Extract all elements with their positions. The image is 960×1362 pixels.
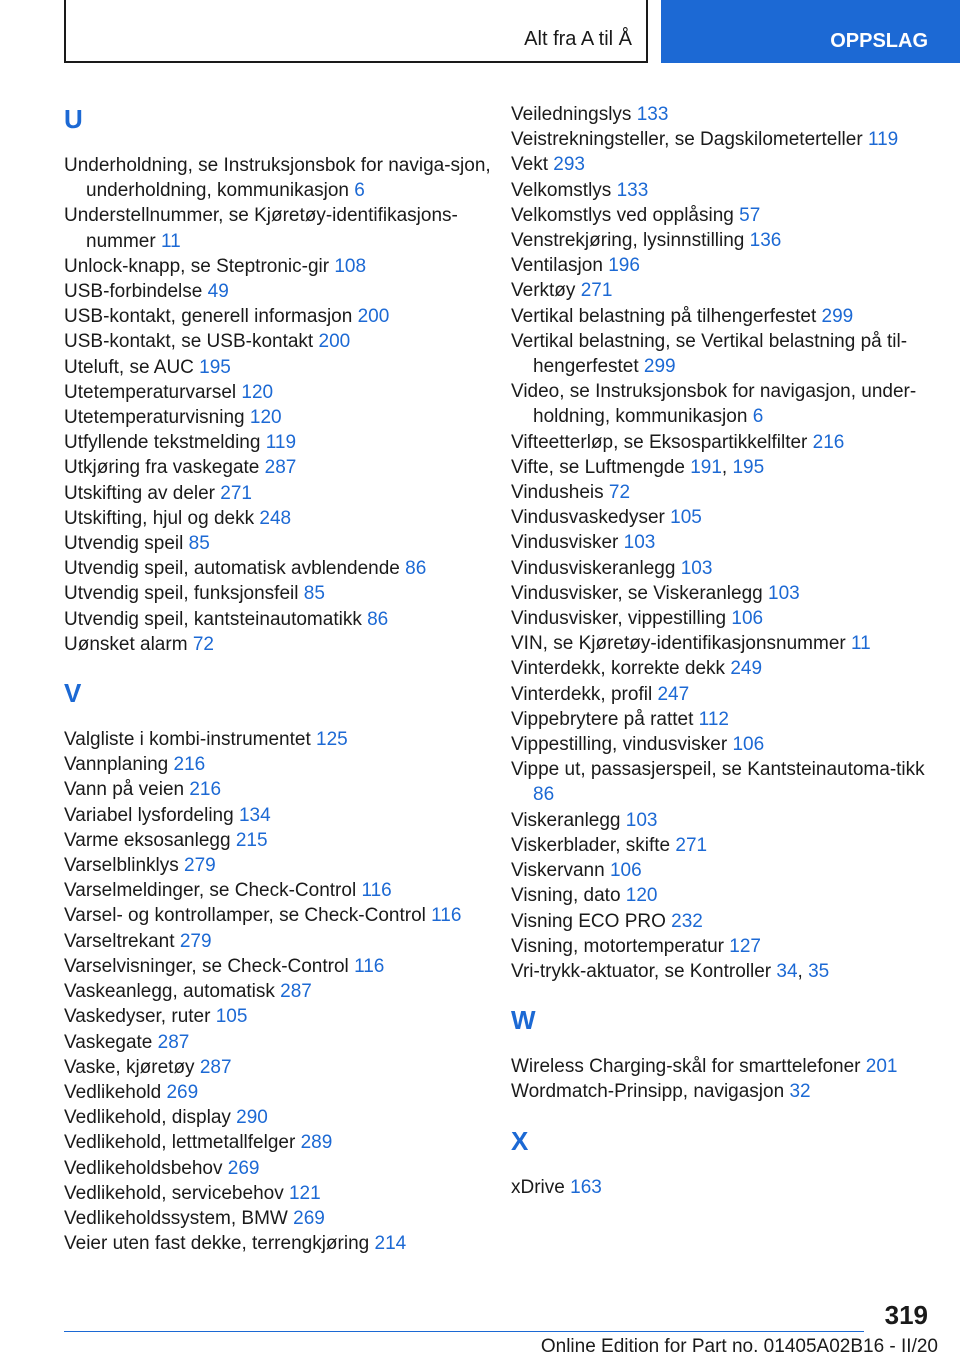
index-entry [511, 505, 931, 530]
index-page-link[interactable]: 287 [264, 457, 297, 479]
index-entry [64, 329, 494, 354]
index-entry [511, 152, 931, 177]
index-entry-term: Vaskedyser, ruter [64, 1006, 211, 1028]
index-entry [64, 777, 494, 802]
index-column-right [511, 102, 931, 1200]
index-entry-term: USB-kontakt, se USB-kontakt [64, 331, 314, 353]
index-entry [64, 1004, 494, 1029]
index-page-link[interactable]: 11 [160, 230, 181, 252]
index-entry-term: Visning, motortemperatur [511, 935, 724, 957]
index-page-link[interactable]: 72 [192, 633, 214, 655]
index-entry-term: VIN, se Kjøretøy-identifikasjonsnummer [511, 633, 846, 655]
index-entry-term: xDrive [511, 1176, 565, 1198]
index-page-link[interactable]: 287 [157, 1031, 190, 1053]
index-page-link[interactable]: 290 [236, 1107, 268, 1129]
index-entry-term: USB-kontakt, generell informasjon [64, 306, 353, 328]
index-entry [511, 909, 931, 934]
index-entry [511, 278, 931, 303]
index-entry-term: Varselvisninger, se Check-Control [64, 955, 349, 977]
index-entry-term: Utvendig speil [64, 533, 184, 555]
header-tab-label: OPPSLAG [830, 30, 928, 52]
index-entry [511, 833, 931, 858]
index-entry [511, 682, 931, 707]
index-page-link[interactable]: 269 [166, 1081, 199, 1103]
index-entry-term: Visning ECO PRO [511, 910, 666, 932]
index-entry-term: Vertikal belastning, se Vertikal belastning på til‐hengerfestet [511, 330, 908, 378]
index-entry-term: Viskervann [511, 860, 605, 882]
index-entry-term: Utkjøring fra vaskegate [64, 457, 260, 479]
index-page-link[interactable]: 269 [227, 1157, 260, 1179]
index-entry [64, 1181, 494, 1206]
index-page-link[interactable]: 6 [354, 180, 365, 202]
index-entry [64, 581, 494, 606]
index-entry [64, 727, 494, 752]
index-page-link[interactable]: 133 [636, 104, 669, 125]
index-letter-heading: W [511, 1005, 536, 1036]
index-entry-term: Vedlikehold, lettmetallfelger [64, 1132, 296, 1154]
index-entry [64, 929, 494, 954]
footer-divider [64, 1331, 864, 1332]
index-entry [64, 954, 494, 979]
index-entry [511, 253, 931, 278]
index-entry [64, 430, 494, 455]
index-entry-term: Wireless Charging-skål for smarttelefoner [511, 1056, 861, 1078]
index-entry-term: Uønsket alarm [64, 633, 188, 655]
index-page-link[interactable]: 120 [249, 407, 282, 429]
index-entry-term: Vedlikehold, servicebehov [64, 1182, 284, 1204]
index-page-link[interactable]: 120 [625, 885, 658, 907]
index-page-link[interactable]: 191 [690, 456, 722, 478]
index-entry-term: Vri-trykk-aktuator, se Kontroller [511, 960, 772, 982]
index-entry [64, 203, 494, 253]
index-entry-term: Vaske, kjøretøy [64, 1056, 195, 1078]
index-entry-term: Understellnummer, se Kjøretøy-identifikasjons‐nummer [64, 205, 458, 252]
section-gap [511, 984, 931, 1003]
index-entry [511, 228, 931, 253]
index-entry [64, 355, 494, 380]
index-entry [511, 480, 931, 505]
index-entry-term: Varseltrekant [64, 930, 175, 952]
section-gap [64, 657, 494, 676]
index-entry [511, 606, 931, 631]
index-entry-term: Utskifting av deler [64, 482, 216, 504]
index-page-link[interactable]: 289 [300, 1132, 333, 1154]
page-number: 319 [884, 1300, 928, 1330]
index-entry: Vri-trykk-aktuator, se Kontroller 34, 35 [511, 960, 830, 982]
index-entry [64, 481, 494, 506]
index-page-link[interactable]: 72 [608, 482, 631, 504]
index-entry-term: Vedlikeholdssystem, BMW [64, 1207, 288, 1229]
index-page-link[interactable]: 103 [680, 557, 713, 579]
index-entry [511, 883, 931, 908]
index-page-link[interactable]: 271 [580, 280, 613, 302]
index-page-link[interactable]: 116 [431, 905, 462, 927]
index-page-link[interactable]: 134 [238, 804, 271, 826]
index-page-link[interactable]: 108 [334, 255, 367, 277]
index-entry [64, 556, 494, 581]
index-entry [511, 757, 931, 807]
index-column-left [64, 102, 494, 1256]
index-entry [511, 430, 931, 455]
index-page-link[interactable]: 120 [241, 381, 274, 403]
index-page-link[interactable]: 215 [235, 829, 268, 851]
index-entry [511, 581, 931, 606]
index-entry-term: Variabel lysfordeling [64, 804, 234, 826]
index-page-link[interactable]: 103 [625, 809, 658, 831]
index-page-link[interactable]: 269 [293, 1207, 325, 1229]
index-entry-term: Varselblinklys [64, 855, 179, 877]
index-entry-term: Vifte, se Luftmengde [511, 456, 685, 478]
index-page-link[interactable]: 106 [609, 860, 642, 882]
index-page-link[interactable]: 279 [179, 930, 212, 952]
index-entry [64, 1206, 494, 1231]
index-entry [511, 556, 931, 581]
index-entry [64, 1055, 494, 1080]
index-entry-term: Venstrekjøring, lysinnstilling [511, 230, 745, 252]
index-page-link[interactable]: 106 [731, 608, 764, 630]
index-page-link[interactable]: 105 [215, 1006, 248, 1028]
index-entry-term: Varselmeldinger, se Check-Control [64, 880, 357, 902]
index-entry-term: Utskifting, hjul og dekk [64, 507, 255, 529]
index-entry [511, 934, 931, 959]
index-entry [511, 858, 931, 883]
index-entry [64, 853, 494, 878]
index-page-link[interactable]: 200 [318, 331, 351, 353]
index-letter-heading: V [64, 678, 82, 709]
index-page-link[interactable]: 106 [732, 734, 765, 756]
index-entry-term: Vertikal belastning på tilhengerfestet [511, 305, 817, 327]
index-page-link[interactable]: 116 [361, 880, 392, 902]
index-page-link[interactable]: 248 [259, 507, 292, 529]
index-page-link[interactable]: 57 [739, 204, 761, 226]
index-entry [64, 607, 494, 632]
index-page-link[interactable]: 49 [207, 281, 229, 303]
index-entry-term: Viskeranlegg [511, 809, 621, 831]
index-page-link[interactable]: 287 [280, 981, 312, 1003]
index-entry [64, 828, 494, 853]
index-entry-term: Vedlikehold [64, 1081, 162, 1103]
index-entry [511, 707, 931, 732]
index-page-link[interactable]: 247 [657, 683, 690, 705]
index-entry-term: Veistrekningsteller, se Dagskilometerteller [511, 129, 863, 151]
index-entry [64, 1080, 494, 1105]
index-entry [511, 808, 931, 833]
index-entry [64, 153, 494, 203]
index-entry [64, 979, 494, 1004]
index-page-link[interactable]: 35 [808, 960, 830, 982]
index-entry [511, 178, 931, 203]
index-entry-term: Velkomstlys [511, 179, 612, 201]
index-page-link[interactable]: 163 [570, 1176, 602, 1198]
index-page-link[interactable]: 216 [812, 431, 845, 453]
index-entry-term: Underholdning, se Instruksjonsbok for naviga‐sjon, underholdning, kommunikasjon [64, 155, 491, 202]
index-entry [64, 752, 494, 777]
index-entry [64, 1130, 494, 1155]
index-page-link[interactable]: 121 [288, 1182, 321, 1204]
index-page-link[interactable]: 136 [749, 230, 782, 252]
index-page-link[interactable]: 103 [623, 532, 656, 554]
index-entry-term: Vippebrytere på rattet [511, 708, 694, 730]
index-entry-term: Varsel- og kontrollamper, se Check-Control [64, 905, 426, 927]
index-page-link[interactable]: 125 [316, 729, 348, 751]
index-page-link[interactable]: 116 [354, 955, 385, 977]
index-letter-heading: X [511, 1125, 529, 1156]
index-entry-term: Vannplaning [64, 754, 169, 776]
index-entry [64, 1156, 494, 1181]
index-entry [64, 380, 494, 405]
index-entry [64, 878, 494, 903]
index-entry [64, 903, 494, 928]
index-page-link[interactable]: 299 [821, 305, 854, 327]
index-page-link[interactable]: 249 [730, 658, 763, 680]
index-entry-term: Vindusheis [511, 482, 604, 504]
index-entry [64, 1030, 494, 1055]
index-entry-term: Wordmatch-Prinsipp, navigasjon [511, 1081, 785, 1103]
index-entry [511, 1175, 931, 1200]
index-entry [511, 631, 931, 656]
index-entry [64, 1231, 494, 1256]
index-page-link[interactable]: 112 [698, 708, 729, 730]
index-entry [511, 656, 931, 681]
index-entry-term: Vaskegate [64, 1031, 153, 1053]
index-entry-term: Vifteetterløp, se Eksospartikkelfilter [511, 431, 808, 453]
index-entry [64, 531, 494, 556]
index-entry-term: Utetemperaturvarsel [64, 381, 237, 403]
index-entry-term: Vedlikeholdsbehov [64, 1157, 223, 1179]
index-entry [64, 405, 494, 430]
index-entry [511, 1079, 931, 1104]
index-entry [511, 530, 931, 555]
index-page-link[interactable]: 287 [199, 1056, 232, 1078]
index-entry [511, 304, 931, 329]
index-entry [511, 127, 931, 152]
index-page-link[interactable]: 232 [671, 910, 703, 932]
index-page-link[interactable]: 85 [188, 533, 210, 555]
index-page-link[interactable]: 271 [220, 482, 252, 504]
index-entry [64, 1105, 494, 1130]
index-entry-term: Vindusvaskedyser [511, 507, 665, 529]
index-page-link[interactable]: 86 [367, 608, 389, 630]
index-entry-term: Vinterdekk, profil [511, 683, 653, 705]
index-entry [511, 329, 931, 379]
index-page-link[interactable]: 32 [789, 1081, 811, 1103]
index-entry [64, 632, 494, 657]
index-entry [64, 279, 494, 304]
index-entry-term: Varme eksosanlegg [64, 829, 231, 851]
index-page-link[interactable]: 196 [608, 255, 640, 277]
index-entry-term: Vippestilling, vindusvisker [511, 734, 728, 756]
index-page-link[interactable]: 85 [303, 583, 325, 605]
index-page-link[interactable]: 86 [405, 558, 427, 580]
index-entry-term: Ventilasjon [511, 255, 603, 277]
index-entry-term: Valgliste i kombi-instrumentet [64, 729, 311, 751]
index-letter-heading: U [64, 104, 83, 134]
index-entry-term: Utfyllende tekstmelding [64, 432, 261, 454]
index-page-link[interactable]: 214 [374, 1233, 407, 1255]
index-entry-term: Veier uten fast dekke, terrengkjøring [64, 1233, 370, 1255]
section-gap [511, 1105, 931, 1124]
index-entry [64, 803, 494, 828]
index-entry [511, 1054, 931, 1079]
index-entry-term: Video, se Instruksjonsbok for navigasjon, under‐holdning, kommunikasjon [511, 381, 917, 428]
index-page-link[interactable]: 279 [184, 855, 216, 877]
index-page-link[interactable]: 293 [553, 154, 585, 176]
index-entry-term: Viskerblader, skifte [511, 834, 671, 856]
index-entry-term: Utvendig speil, automatisk avblendende [64, 558, 400, 580]
index-page-link[interactable]: 127 [729, 935, 761, 957]
index-entry-term: Vann på veien [64, 779, 185, 801]
index-entry-term: Vedlikehold, display [64, 1107, 231, 1129]
index-page-link[interactable]: 133 [616, 179, 649, 201]
header-section-title: Alt fra A til Å [524, 28, 632, 50]
index-entry-term: Utetemperaturvisning [64, 407, 245, 429]
header-tab[interactable] [661, 0, 960, 63]
index-entry [511, 732, 931, 757]
index-page-link[interactable]: 195 [732, 456, 765, 478]
footer-edition: Online Edition for Part no. 01405A02B16 - II/20 [540, 1336, 938, 1357]
index-entry-term: Veiledningslys [511, 104, 632, 125]
index-entry-term: Utvendig speil, funksjonsfeil [64, 583, 299, 605]
index-page-link[interactable]: 11 [851, 633, 871, 655]
index-entry [64, 455, 494, 480]
index-page-link[interactable]: 119 [867, 129, 899, 151]
index-entry-term: Vindusvisker [511, 532, 619, 554]
index-entry [511, 102, 931, 127]
header-section-box [64, 0, 648, 63]
index-entry [511, 379, 931, 429]
index-entry-term: Vippe ut, passasjerspeil, se Kantsteinautoma‐tikk [511, 759, 925, 781]
index-entry-term: Utvendig speil, kantsteinautomatikk [64, 608, 362, 630]
index-entry-term: Vindusvisker, vippestilling [511, 608, 727, 630]
index-entry [64, 506, 494, 531]
index-entry-term: Verktøy [511, 280, 576, 302]
index-entry: Vifte, se Luftmengde 191, 195 [511, 456, 765, 478]
index-page-link[interactable]: 34 [776, 960, 798, 982]
index-entry [511, 203, 931, 228]
index-entry-term: Unlock-knapp, se Steptronic-gir [64, 255, 330, 277]
index-entry [64, 304, 494, 329]
index-entry-term: Vinterdekk, korrekte dekk [511, 658, 726, 680]
index-entry-term: Visning, dato [511, 885, 621, 907]
index-entry-term: Vaskeanlegg, automatisk [64, 981, 275, 1003]
index-entry-term: USB-forbindelse [64, 281, 203, 303]
index-entry [64, 254, 494, 279]
index-entry-term: Velkomstlys ved opplåsing [511, 204, 734, 226]
index-page-link[interactable]: 103 [768, 582, 800, 604]
index-page-link[interactable]: 195 [199, 356, 231, 378]
index-entry-term: Vindusviskeranlegg [511, 557, 676, 579]
index-entry-term: Vekt [511, 154, 548, 176]
index-page-link[interactable]: 201 [865, 1056, 898, 1078]
index-page-link[interactable]: 299 [643, 356, 676, 378]
index-page-link[interactable]: 105 [670, 507, 702, 529]
index-entry-term: Vindusvisker, se Viskeranlegg [511, 582, 763, 604]
index-page-link[interactable]: 200 [357, 306, 390, 328]
index-page-link[interactable]: 119 [265, 432, 297, 454]
index-page-link[interactable]: 86 [533, 784, 555, 806]
index-page-link[interactable]: 216 [189, 779, 222, 801]
index-entry-term: Uteluft, se AUC [64, 356, 194, 378]
index-page-link[interactable]: 271 [675, 834, 708, 856]
index-page-link[interactable]: 6 [752, 406, 764, 428]
index-page-link[interactable]: 216 [173, 754, 206, 776]
